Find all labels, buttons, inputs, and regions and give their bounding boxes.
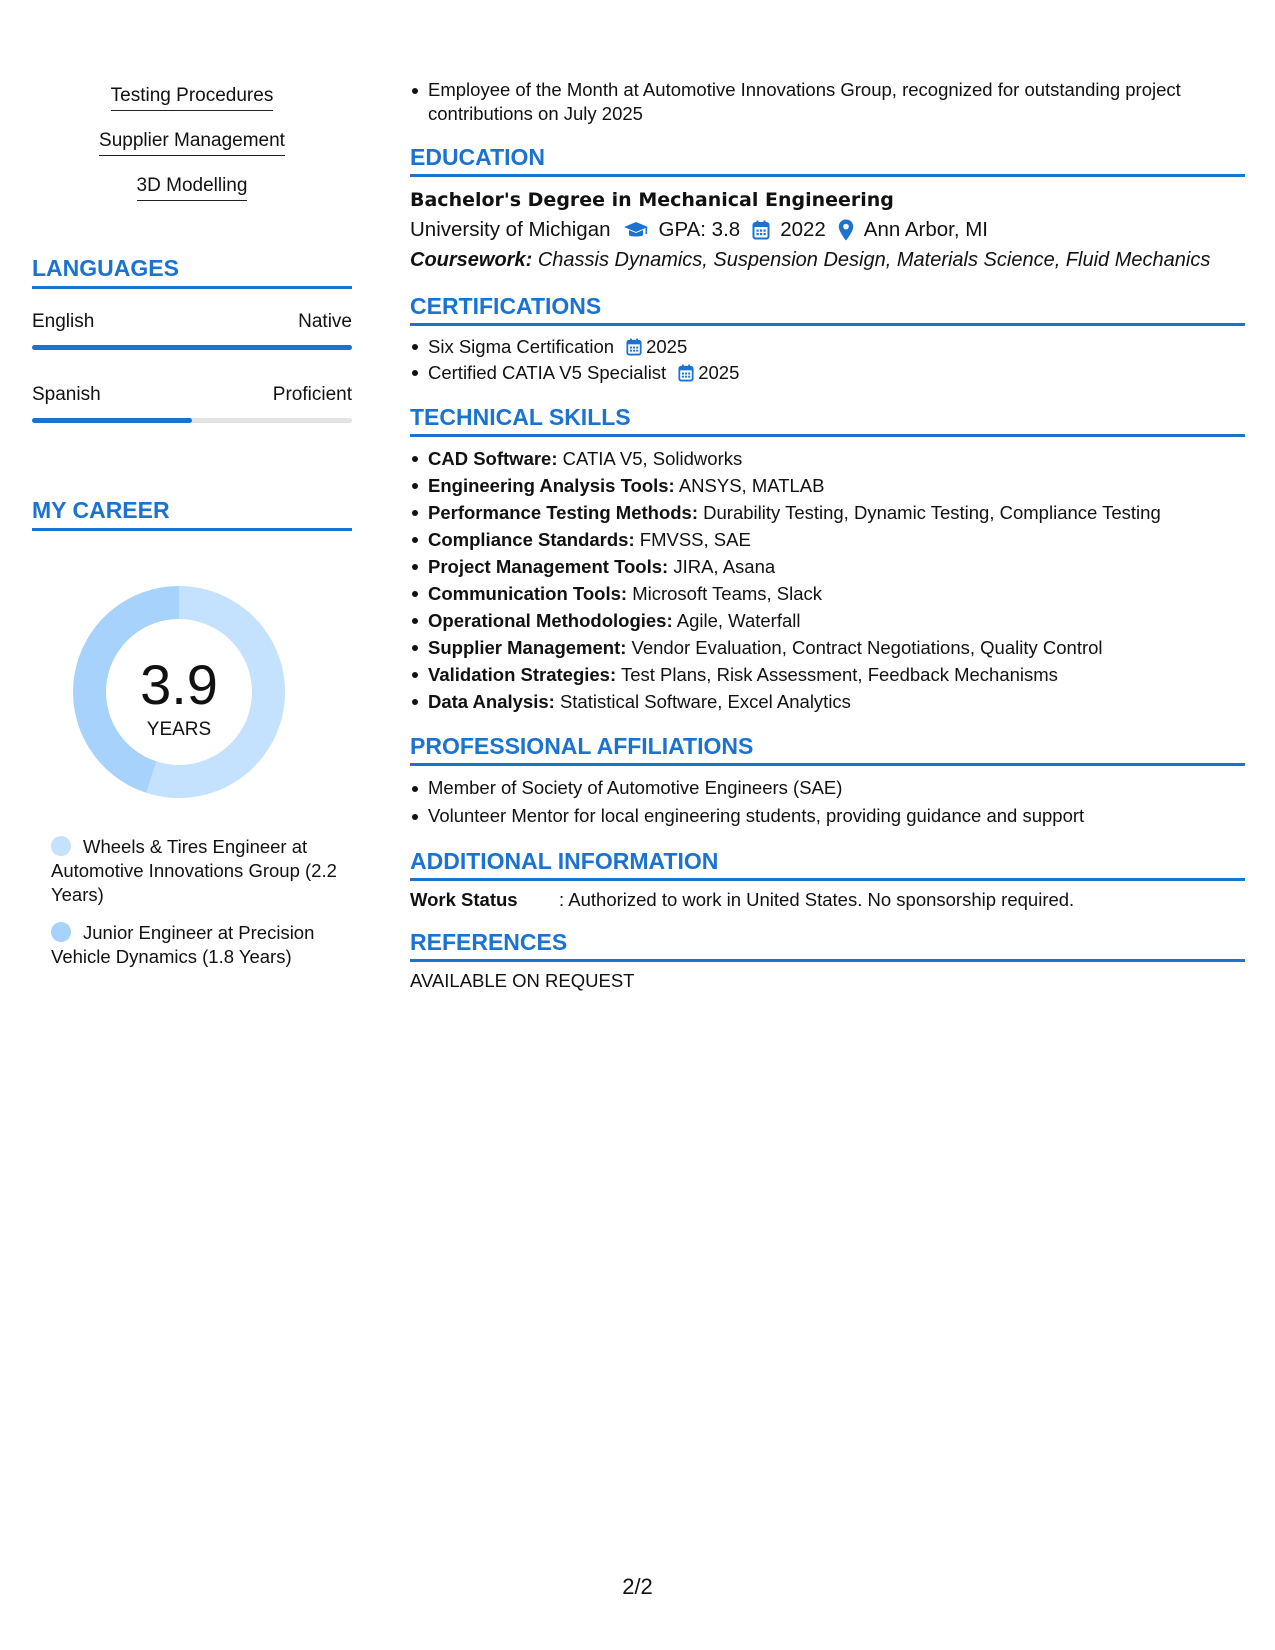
language-row [32,384,352,423]
language-bar-fill [32,418,192,423]
language-row [32,311,352,350]
coursework-list: Chassis Dynamics, Suspension Design, Materials Science, Fluid Mechanics [537,249,1211,271]
technical-skills-list [410,445,1245,715]
technical-skill-item: Operational Methodologies: Agile, Waterfall [428,607,1245,634]
skill-item: 3D Modelling [32,174,352,219]
legend-dot [51,836,71,856]
affiliations-title: PROFESSIONAL AFFILIATIONS [410,733,1245,766]
coursework-label: Coursework: [410,249,533,271]
career-donut-chart [66,579,292,805]
degree-name: Bachelor's Degree in Mechanical Engineering [410,189,894,211]
school-location: Ann Arbor, MI [863,218,988,241]
affiliations-list [410,774,1245,830]
career-legend-item: Wheels & Tires Engineer at Automotive Innovations Group (2.2 Years) [51,836,337,905]
work-status [410,889,1245,911]
technical-skill-item: Validation Strategies: Test Plans, Risk Assessment, Feedback Mechanisms [428,661,1245,688]
calendar-icon [678,364,694,382]
education-meta [410,215,1245,245]
legend-dot [51,922,71,942]
technical-skill-item: Performance Testing Methods: Durability Testing, Dynamic Testing, Compliance Testing [428,499,1245,526]
language-level: Proficient [272,384,352,405]
technical-skills-title: TECHNICAL SKILLS [410,404,1245,437]
career-section [32,497,352,967]
technical-skill-item: Compliance Standards: FMVSS, SAE [428,526,1245,553]
certifications-title: CERTIFICATIONS [410,293,1245,326]
technical-skill-item: Communication Tools: Microsoft Teams, Slack [428,580,1245,607]
gpa: GPA: 3.8 [658,218,741,241]
certification-year: 2025 [646,336,688,357]
graduation-year: 2022 [780,218,826,241]
certifications-list [410,334,1245,386]
technical-skill-item: Data Analysis: Statistical Software, Excel Analytics [428,688,1245,715]
technical-skill-item: Engineering Analysis Tools: ANSYS, MATLAB [428,472,1245,499]
language-bar [32,345,352,350]
additional-info-title: ADDITIONAL INFORMATION [410,848,1245,881]
coursework [410,245,1245,275]
graduation-cap-icon [623,220,649,240]
career-years-label: YEARS [146,719,212,740]
location-pin-icon [838,219,854,241]
references-text: AVAILABLE ON REQUEST [410,970,635,991]
languages-title: LANGUAGES [32,255,352,289]
calendar-icon [752,220,770,240]
language-name: English [32,311,95,332]
education-title: EDUCATION [410,144,1245,177]
language-level: Native [298,311,352,332]
technical-skill-item: Supplier Management: Vendor Evaluation, Contract Negotiations, Quality Control [428,634,1245,661]
calendar-icon [626,338,642,356]
page-number: 2/2 [622,1574,653,1599]
skill-item: Testing Procedures [32,84,352,129]
skills-list [32,84,352,219]
technical-skill-item: Project Management Tools: JIRA, Asana [428,553,1245,580]
certification-item: Certified CATIA V5 Specialist 2025 [428,360,1245,386]
career-total-years: 3.9 [140,653,218,716]
languages-section [32,255,352,423]
affiliation-item: Member of Society of Automotive Engineers (SAE) [428,774,1245,802]
certification-item: Six Sigma Certification 2025 [428,334,1245,360]
career-legend [51,835,341,983]
work-status-label: Work Status [410,889,518,910]
language-name: Spanish [32,384,101,405]
work-status-value: : Authorized to work in United States. No sponsorship required. [559,889,1075,910]
career-legend-item: Junior Engineer at Precision Vehicle Dynamics (1.8 Years) [51,922,315,967]
certification-year: 2025 [698,362,740,383]
award-item: Employee of the Month at Automotive Innovations Group, recognized for outstanding project contributions on July 2025 [428,78,1245,126]
skill-item: Supplier Management [32,129,352,174]
affiliation-item: Volunteer Mentor for local engineering students, providing guidance and support [428,802,1245,830]
language-bar [32,418,352,423]
career-title: MY CAREER [32,497,352,531]
awards-list [410,78,1245,126]
school-name: University of Michigan [410,218,611,241]
references-title: REFERENCES [410,929,1245,962]
right-column [410,78,1245,992]
language-bar-fill [32,345,352,350]
technical-skill-item: CAD Software: CATIA V5, Solidworks [428,445,1245,472]
